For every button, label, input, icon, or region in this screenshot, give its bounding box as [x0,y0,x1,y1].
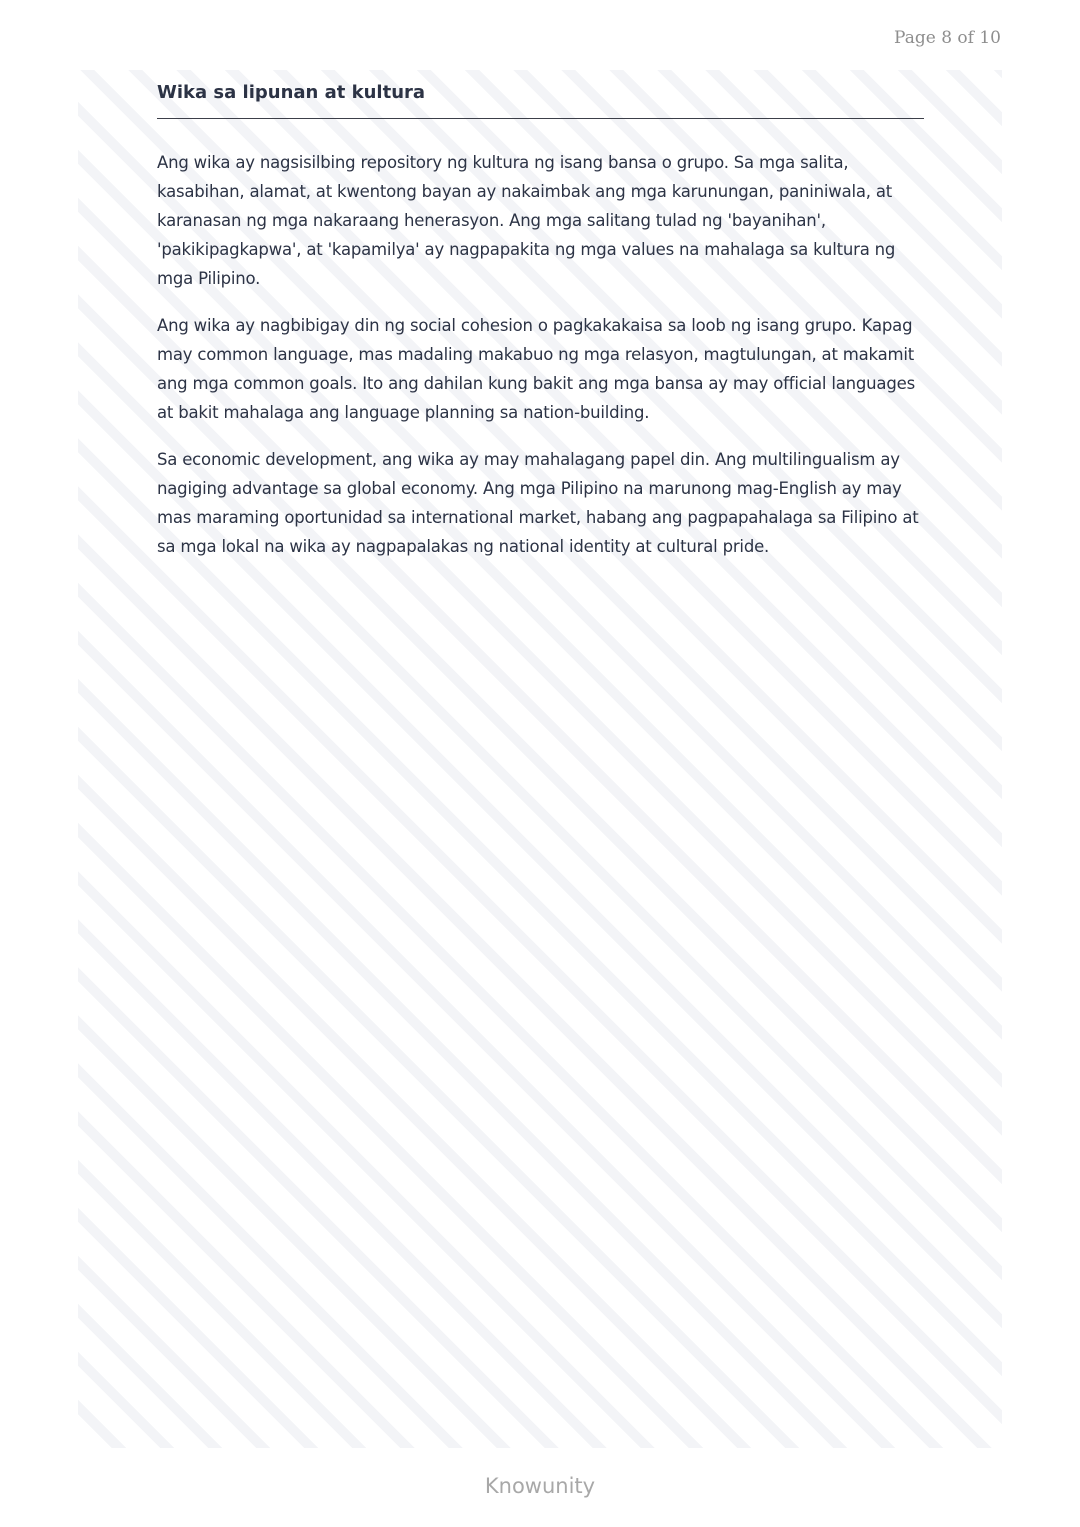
paragraph: Ang wika ay nagsisilbing repository ng kultura ng isang bansa o grupo. Sa mga salita, kasabihan, alamat, at kwentong bayan ay nakaimbak ang mga karunungan, paniniwala, at karanasan ng mga nakaraang henerasyon. Ang mga salitang tulad ng 'bayanihan', 'pakikipagkapwa', at 'kapamilya' ay nagpapakita ng mga values na mahalaga sa kultura ng mga Pilipino. [157,153,896,288]
footer-brand: Knowunity [484,1474,596,1498]
section-body [157,148,924,561]
paragraph: Ang wika ay nagbibigay din ng social cohesion o pagkakakaisa sa loob ng isang grupo. Kapag may common language, mas madaling makabuo ng mga relasyon, magtulungan, at makamit ang mga common goals. Ito ang dahilan kung bakit ang mga bansa ay may official languages at bakit mahalaga ang language planning sa nation-building. [157,316,915,422]
section-title: Wika sa lipunan at kultura [157,80,924,119]
page-number: Page 8 of 10 [894,28,1001,48]
paragraph: Sa economic development, ang wika ay may mahalagang papel din. Ang multilingualism ay nagiging advantage sa global economy. Ang mga Pilipino na marunong mag-English ay may mas maraming oportunidad sa international market, habang ang pagpapahalaga sa Filipino at sa mga lokal na wika ay nagpapalakas ng national identity at cultural pride. [157,450,919,556]
document-content [157,80,924,579]
